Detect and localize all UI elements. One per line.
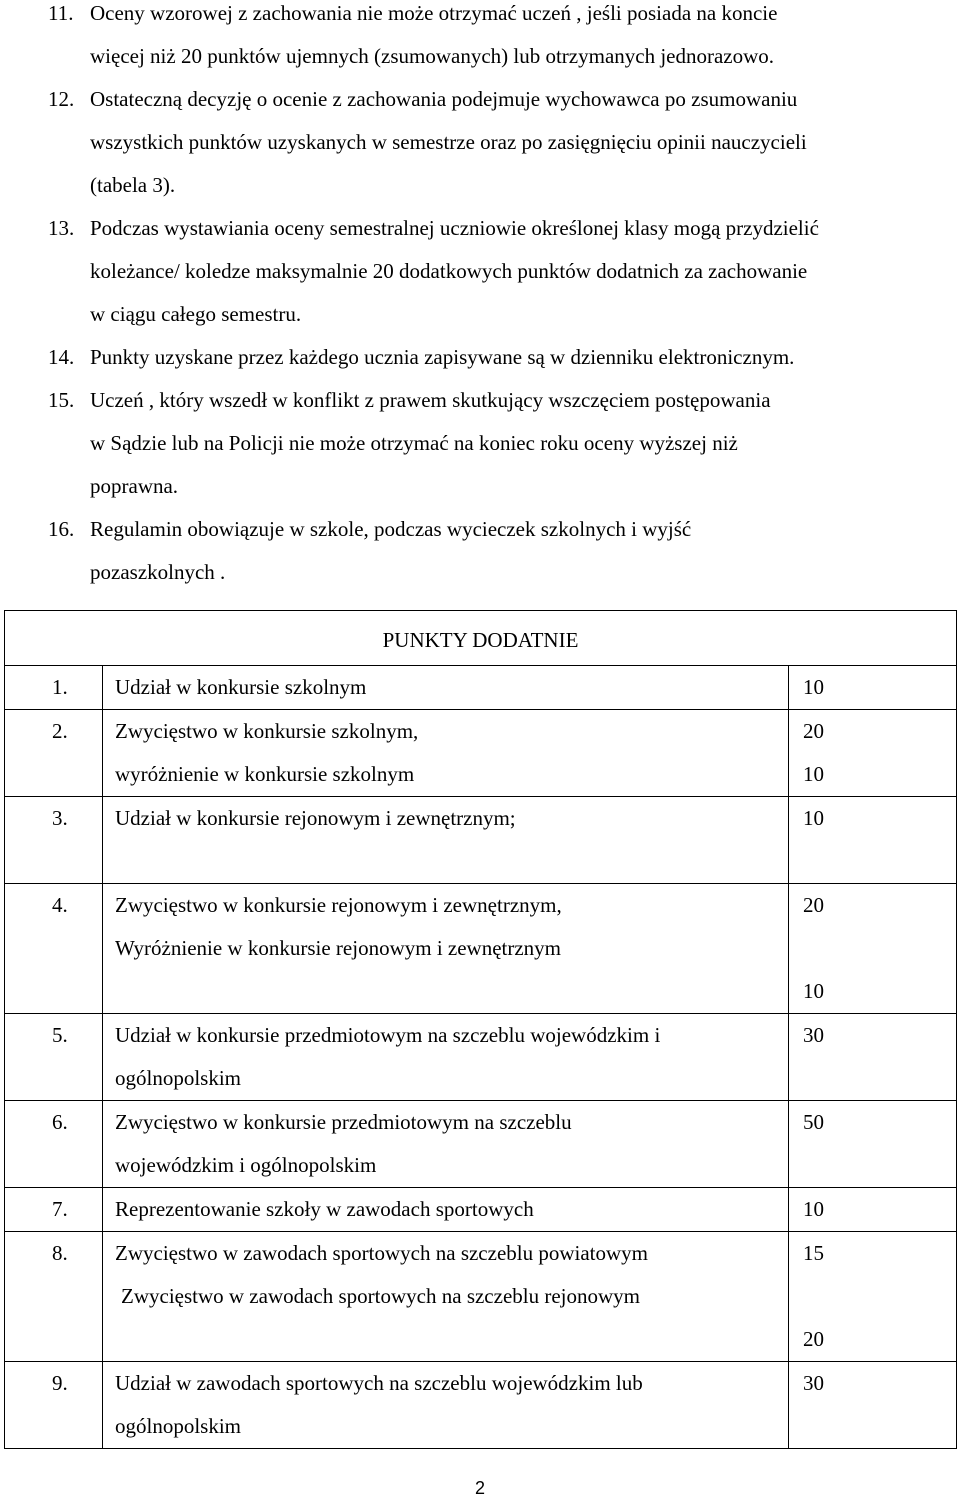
row-points [789,710,957,797]
row-points [789,797,957,884]
rule-number: 14. [48,345,75,369]
page-number: 2 [474,1478,485,1498]
rule-line: Oceny wzorowej z zachowania nie może otrzymać uczeń , jeśli posiada na koncie [90,1,778,25]
row-number: 1. [5,666,103,710]
table-row [5,710,957,797]
rule-number: 16. [48,517,75,541]
row-description [103,1014,789,1101]
row-description [103,1188,789,1232]
desc-line: Zwycięstwo w zawodach sportowych na szczeblu powiatowym [115,1241,649,1265]
points-value: 50 [803,1110,824,1134]
row-number: 5. [5,1014,103,1101]
rule-line: więcej niż 20 punktów ujemnych (zsumowanych) lub otrzymanych jednorazowo. [90,44,775,68]
desc-line: wyróżnienie w konkursie szkolnym [115,762,415,786]
row-number: 3. [5,797,103,884]
table-row [5,1014,957,1101]
table-row [5,1362,957,1449]
desc-line [115,840,780,883]
row-number: 9. [5,1362,103,1449]
rule-line: Ostateczną decyzję o ocenie z zachowania podejmuje wychowawca po zsumowaniu [90,87,798,111]
rule-text [90,336,952,379]
points-value: 20 [803,719,824,743]
row-description [103,1232,789,1362]
rule-item [48,336,952,379]
points-value: 10 [803,979,824,1003]
rule-line: pozaszkolnych . [90,560,226,584]
table-row [5,1232,957,1362]
desc-line: wojewódzkim i ogólnopolskim [115,1153,377,1177]
rule-line: Regulamin obowiązuje w szkole, podczas wycieczek szkolnych i wyjść [90,517,692,541]
table-header: PUNKTY DODATNIE [5,611,957,666]
table-header-row [5,611,957,666]
points-value [803,1275,956,1318]
rule-item [48,508,952,594]
rule-item [48,0,952,78]
row-number: 2. [5,710,103,797]
points-value [803,840,956,883]
rule-number: 11. [48,1,74,25]
table-row [5,797,957,884]
desc-line: Zwycięstwo w konkursie przedmiotowym na szczeblu [115,1110,572,1134]
row-points [789,1101,957,1188]
table-row [5,1101,957,1188]
points-value: 20 [803,893,824,917]
points-value: 10 [803,675,824,699]
points-value: 30 [803,1023,824,1047]
desc-line: Udział w zawodach sportowych na szczeblu wojewódzkim lub [115,1371,643,1395]
rule-text [90,508,952,594]
table-row [5,884,957,1014]
points-value: 10 [803,806,824,830]
points-value: 10 [803,762,824,786]
rule-line: poprawna. [90,474,179,498]
rule-line: Uczeń , który wszedł w konflikt z prawem skutkujący wszczęciem postępowania [90,388,771,412]
rule-text [90,0,952,78]
row-points [789,666,957,710]
rule-text [90,379,952,508]
row-number: 8. [5,1232,103,1362]
rule-number: 13. [48,216,75,240]
desc-line: Wyróżnienie w konkursie rejonowym i zewnętrznym [115,936,562,960]
desc-line [115,1318,780,1361]
row-description [103,884,789,1014]
rule-number: 15. [48,388,75,412]
desc-line: ogólnopolskim [115,1414,242,1438]
rule-line: w ciągu całego semestru. [90,302,302,326]
desc-line: Zwycięstwo w zawodach sportowych na szczeblu rejonowym [121,1284,641,1308]
row-number: 7. [5,1188,103,1232]
row-number: 6. [5,1101,103,1188]
desc-line [115,970,780,1013]
points-value [803,927,956,970]
row-points [789,1362,957,1449]
rule-item [48,379,952,508]
row-number: 4. [5,884,103,1014]
row-description [103,797,789,884]
row-points [789,1232,957,1362]
rule-item [48,207,952,336]
rule-line: w Sądzie lub na Policji nie może otrzymać na koniec roku oceny wyższej niż [90,431,738,455]
row-points [789,1188,957,1232]
rule-line: wszystkich punktów uzyskanych w semestrze oraz po zasięgnięciu opinii nauczycieli [90,130,807,154]
table-row [5,1188,957,1232]
points-value: 20 [803,1327,824,1351]
table-row [5,666,957,710]
desc-line: Udział w konkursie przedmiotowym na szczeblu wojewódzkim i [115,1023,661,1047]
desc-line: Zwycięstwo w konkursie rejonowym i zewnętrznym, [115,893,562,917]
rule-text [90,78,952,207]
rule-text [90,207,952,336]
rule-line: koleżance/ koledze maksymalnie 20 dodatkowych punktów dodatnich za zachowanie [90,259,808,283]
desc-line: Reprezentowanie szkoły w zawodach sportowych [115,1197,534,1221]
row-description [103,710,789,797]
desc-line: Udział w konkursie szkolnym [115,675,367,699]
rule-line: (tabela 3). [90,173,176,197]
desc-line: Zwycięstwo w konkursie szkolnym, [115,719,419,743]
positive-points-table [4,610,957,1449]
rule-number: 12. [48,87,75,111]
points-value: 10 [803,1197,824,1221]
row-description [103,1362,789,1449]
desc-line: ogólnopolskim [115,1066,242,1090]
rule-line: Punkty uzyskane przez każdego ucznia zapisywane są w dzienniku elektronicznym. [90,345,795,369]
row-points [789,1014,957,1101]
points-value: 30 [803,1371,824,1395]
desc-line: Udział w konkursie rejonowym i zewnętrznym; [115,806,516,830]
rule-item [48,78,952,207]
row-points [789,884,957,1014]
row-description [103,666,789,710]
rules-list [48,0,952,602]
rule-line: Podczas wystawiania oceny semestralnej uczniowie określonej klasy mogą przydzielić [90,216,819,240]
row-description [103,1101,789,1188]
points-value: 15 [803,1241,824,1265]
